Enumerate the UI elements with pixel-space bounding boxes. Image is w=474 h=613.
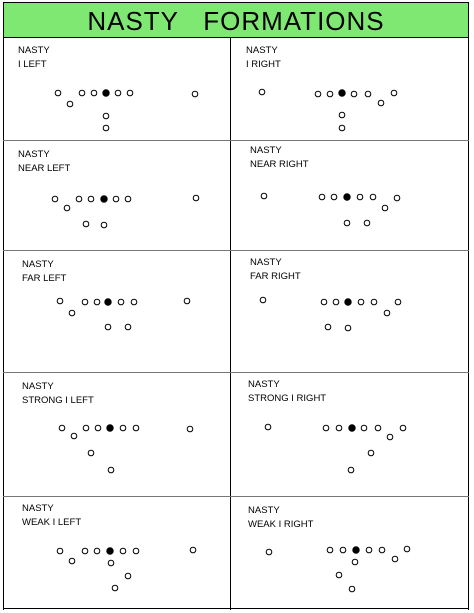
center-marker — [345, 299, 351, 305]
player-marker — [394, 195, 400, 201]
center-marker — [349, 425, 355, 431]
player-marker — [351, 91, 357, 97]
player-marker — [266, 549, 272, 555]
player-marker — [364, 220, 370, 226]
player-marker — [127, 90, 133, 96]
formation-i-left — [55, 90, 198, 131]
player-marker — [379, 547, 385, 553]
formation-far-left — [57, 298, 190, 330]
player-marker — [79, 90, 85, 96]
panel-label-weak-i-right: NASTY WEAK I RIGHT — [248, 505, 314, 530]
player-marker — [91, 90, 97, 96]
player-marker — [371, 299, 377, 305]
player-marker — [357, 194, 363, 200]
player-marker — [108, 467, 114, 473]
player-marker — [52, 196, 58, 202]
player-marker — [125, 324, 131, 330]
center-marker — [353, 547, 359, 553]
panel-label-far-left: NASTY FAR LEFT — [22, 259, 67, 284]
panel-label-i-left: NASTY I LEFT — [18, 45, 50, 70]
player-marker — [69, 558, 75, 564]
player-marker — [83, 221, 89, 227]
formation-strong-i-left — [59, 425, 193, 473]
player-marker — [192, 91, 198, 97]
player-marker — [339, 112, 345, 118]
player-marker — [101, 222, 107, 228]
player-marker — [133, 548, 139, 554]
center-marker — [107, 548, 113, 554]
player-marker — [71, 433, 77, 439]
player-marker — [319, 194, 325, 200]
player-marker — [260, 297, 266, 303]
player-marker — [333, 299, 339, 305]
center-marker — [107, 425, 113, 431]
player-marker — [392, 556, 398, 562]
player-marker — [345, 325, 351, 331]
player-marker — [131, 299, 137, 305]
player-marker — [259, 89, 265, 95]
center-marker — [339, 90, 345, 96]
player-marker — [133, 425, 139, 431]
panel-label-weak-i-left: NASTY WEAK I LEFT — [22, 503, 82, 528]
player-marker — [327, 91, 333, 97]
formation-i-right — [259, 89, 397, 131]
player-marker — [336, 425, 342, 431]
player-marker — [325, 324, 331, 330]
player-marker — [352, 559, 358, 565]
player-marker — [190, 547, 196, 553]
panel-label-far-right: NASTY FAR RIGHT — [250, 257, 301, 282]
player-marker — [113, 196, 119, 202]
player-marker — [67, 101, 73, 107]
player-marker — [365, 91, 371, 97]
player-marker — [88, 450, 94, 456]
player-marker — [349, 586, 355, 592]
player-marker — [331, 194, 337, 200]
player-marker — [384, 310, 390, 316]
player-marker — [321, 299, 327, 305]
player-marker — [361, 425, 367, 431]
player-marker — [118, 299, 124, 305]
player-marker — [336, 572, 342, 578]
player-marker — [125, 196, 131, 202]
formation-weak-i-right — [266, 546, 410, 592]
player-marker — [315, 91, 321, 97]
player-marker — [94, 299, 100, 305]
player-marker — [94, 548, 100, 554]
player-marker — [378, 100, 384, 106]
player-marker — [82, 548, 88, 554]
formation-far-right — [260, 297, 401, 331]
player-marker — [57, 548, 63, 554]
player-marker — [193, 195, 199, 201]
panel-label-strong-i-left: NASTY STRONG I LEFT — [22, 381, 94, 406]
player-marker — [387, 434, 393, 440]
player-marker — [404, 546, 410, 552]
player-marker — [340, 547, 346, 553]
player-marker — [57, 298, 63, 304]
player-marker — [105, 324, 111, 330]
player-marker — [391, 90, 397, 96]
player-marker — [112, 585, 118, 591]
player-marker — [95, 425, 101, 431]
player-marker — [265, 424, 271, 430]
center-marker — [105, 299, 111, 305]
player-marker — [344, 220, 350, 226]
center-marker — [101, 196, 107, 202]
formation-near-right — [261, 193, 400, 226]
player-marker — [76, 196, 82, 202]
title-word-1: NASTY — [87, 6, 179, 36]
center-marker — [103, 90, 109, 96]
player-marker — [327, 547, 333, 553]
player-marker — [370, 194, 376, 200]
player-marker — [103, 113, 109, 119]
player-marker — [108, 560, 114, 566]
title-word-2: FORMATIONS — [203, 6, 385, 36]
player-marker — [103, 125, 109, 131]
panel-label-near-right: NASTY NEAR RIGHT — [250, 145, 309, 170]
player-marker — [375, 425, 381, 431]
player-marker — [261, 193, 267, 199]
panel-label-i-right: NASTY I RIGHT — [246, 45, 281, 70]
player-marker — [55, 90, 61, 96]
formation-strong-i-right — [265, 424, 406, 473]
player-marker — [59, 425, 65, 431]
panel-label-strong-i-right: NASTY STRONG I RIGHT — [248, 379, 327, 404]
player-marker — [400, 425, 406, 431]
player-marker — [64, 205, 70, 211]
player-marker — [88, 196, 94, 202]
panel-label-near-left: NASTY NEAR LEFT — [18, 149, 71, 174]
player-marker — [69, 310, 75, 316]
player-marker — [83, 425, 89, 431]
player-marker — [120, 548, 126, 554]
player-marker — [358, 299, 364, 305]
player-marker — [187, 426, 193, 432]
player-marker — [339, 125, 345, 131]
player-marker — [348, 467, 354, 473]
player-marker — [125, 573, 131, 579]
player-marker — [395, 299, 401, 305]
player-marker — [368, 450, 374, 456]
formation-weak-i-left — [57, 547, 196, 591]
player-marker — [82, 299, 88, 305]
player-marker — [323, 425, 329, 431]
player-marker — [115, 90, 121, 96]
formation-near-left — [52, 195, 199, 228]
player-marker — [184, 298, 190, 304]
player-marker — [382, 205, 388, 211]
player-marker — [120, 425, 126, 431]
player-marker — [366, 547, 372, 553]
center-marker — [344, 194, 350, 200]
